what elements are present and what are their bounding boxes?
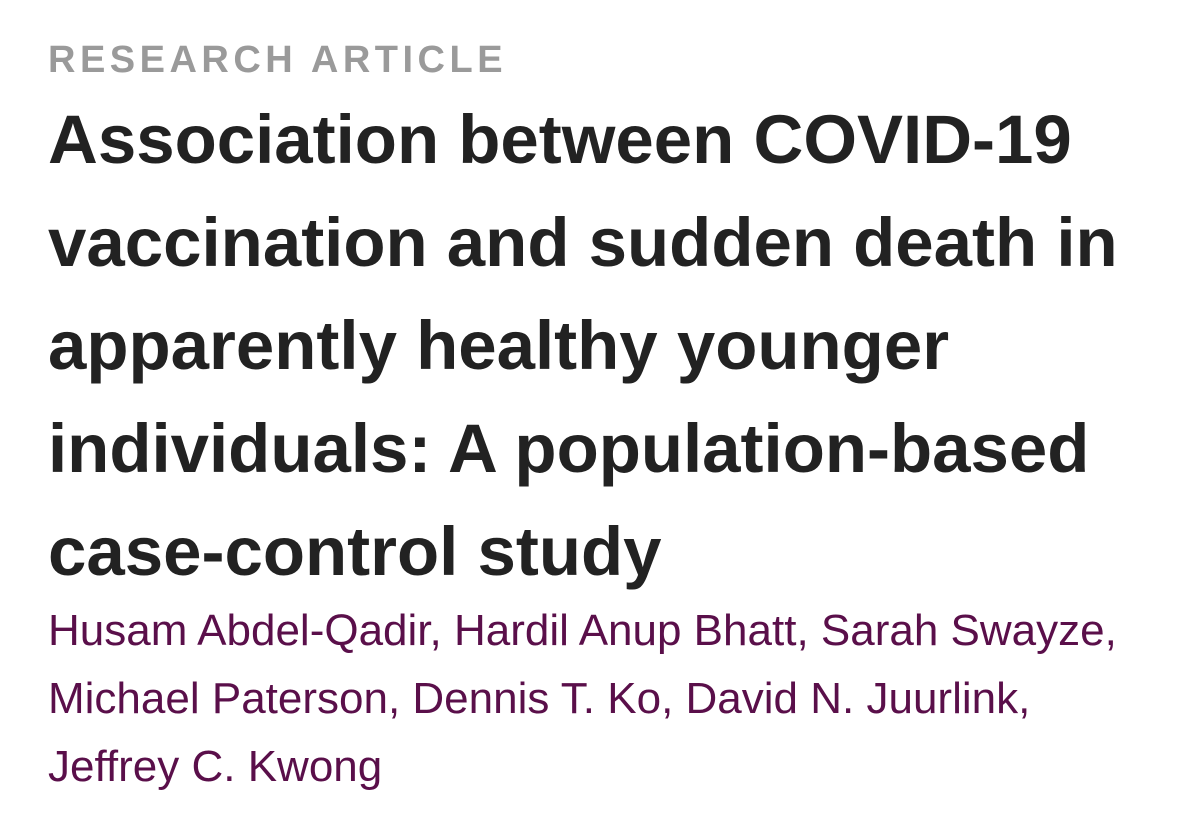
author-link[interactable]: Michael Paterson <box>48 674 388 723</box>
article-type-label: RESEARCH ARTICLE <box>48 39 508 81</box>
author-separator: , <box>796 606 821 655</box>
author-link[interactable]: Jeffrey C. Kwong <box>48 742 383 791</box>
author-link[interactable]: Sarah Swayze <box>820 606 1105 655</box>
author-separator: , <box>1018 674 1031 723</box>
author-separator: , <box>661 674 686 723</box>
article-header <box>48 36 1148 801</box>
author-link[interactable]: Husam Abdel-Qadir <box>48 606 430 655</box>
author-separator: , <box>387 674 413 723</box>
author-link[interactable]: Dennis T. Ko <box>412 674 662 723</box>
article-title: Association between COVID-19 vaccination and sudden death in apparently healthy younger individuals: A population-based case-control study <box>48 101 1118 590</box>
author-link[interactable]: David N. Juurlink <box>685 674 1019 723</box>
author-list <box>48 597 1148 801</box>
author-separator: , <box>1104 606 1117 655</box>
author-link[interactable]: Hardil Anup Bhatt <box>453 606 797 655</box>
author-separator: , <box>429 606 454 655</box>
